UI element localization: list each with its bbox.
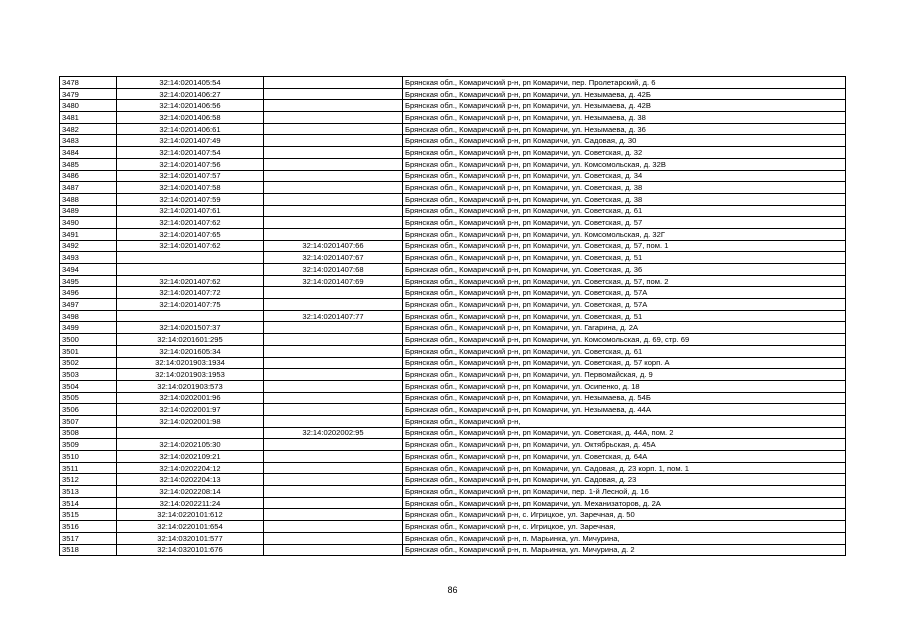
cadastral-number-cell: 32:14:0201407:54 — [117, 147, 264, 159]
table-row — [60, 77, 846, 89]
related-cadastral-number-cell — [264, 100, 403, 112]
cadastral-number-cell: 32:14:0201903:573 — [117, 380, 264, 392]
table-row — [60, 193, 846, 205]
cadastral-number-cell: 32:14:0201407:62 — [117, 275, 264, 287]
related-cadastral-number-cell — [264, 486, 403, 498]
related-cadastral-number-cell — [264, 135, 403, 147]
cadastral-number-cell: 32:14:0201405:54 — [117, 77, 264, 89]
related-cadastral-number-cell — [264, 392, 403, 404]
address-cell: Брянская обл., Комаричский р-н, рп Комаричи, ул. Садовая, д. 23 корп. 1, пом. 1 — [403, 462, 846, 474]
address-cell: Брянская обл., Комаричский р-н, рп Комаричи, ул. Механизаторов, д. 2А — [403, 497, 846, 509]
related-cadastral-number-cell — [264, 357, 403, 369]
related-cadastral-number-cell — [264, 205, 403, 217]
table-row — [60, 415, 846, 427]
record-number-cell: 3504 — [60, 380, 117, 392]
cadastral-number-cell: 32:14:0201903:1934 — [117, 357, 264, 369]
table-row — [60, 182, 846, 194]
table-row — [60, 451, 846, 463]
address-cell: Брянская обл., Комаричский р-н, рп Комаричи, ул. Садовая, д. 23 — [403, 474, 846, 486]
address-cell: Брянская обл., Комаричский р-н, с. Игрицкое, ул. Заречная, д. 50 — [403, 509, 846, 521]
address-cell: Брянская обл., Комаричский р-н, рп Комаричи, ул. Незымаева, д. 54Б — [403, 392, 846, 404]
record-number-cell: 3498 — [60, 310, 117, 322]
cadastral-number-cell: 32:14:0220101:654 — [117, 521, 264, 533]
related-cadastral-number-cell — [264, 380, 403, 392]
related-cadastral-number-cell — [264, 474, 403, 486]
related-cadastral-number-cell — [264, 158, 403, 170]
related-cadastral-number-cell: 32:14:0201407:66 — [264, 240, 403, 252]
record-number-cell: 3491 — [60, 228, 117, 240]
table-row — [60, 228, 846, 240]
record-number-cell: 3514 — [60, 497, 117, 509]
address-cell: Брянская обл., Комаричский р-н, рп Комаричи, ул. Осипенко, д. 18 — [403, 380, 846, 392]
table-row — [60, 532, 846, 544]
page-number: 86 — [447, 585, 458, 595]
address-cell: Брянская обл., Комаричский р-н, рп Комаричи, ул. Советская, д. 61 — [403, 205, 846, 217]
related-cadastral-number-cell: 32:14:0201407:69 — [264, 275, 403, 287]
cadastral-number-cell: 32:14:0202204:12 — [117, 462, 264, 474]
related-cadastral-number-cell — [264, 521, 403, 533]
cadastral-number-cell: 32:14:0202001:98 — [117, 415, 264, 427]
related-cadastral-number-cell — [264, 123, 403, 135]
cadastral-number-cell — [117, 264, 264, 276]
record-number-cell: 3517 — [60, 532, 117, 544]
record-number-cell: 3490 — [60, 217, 117, 229]
related-cadastral-number-cell: 32:14:0201407:68 — [264, 264, 403, 276]
table-row — [60, 380, 846, 392]
related-cadastral-number-cell — [264, 88, 403, 100]
table-row — [60, 88, 846, 100]
table-row — [60, 334, 846, 346]
related-cadastral-number-cell — [264, 147, 403, 159]
record-number-cell: 3507 — [60, 415, 117, 427]
cadastral-number-cell: 32:14:0201407:75 — [117, 299, 264, 311]
related-cadastral-number-cell — [264, 532, 403, 544]
address-cell: Брянская обл., Комаричский р-н, рп Комаричи, ул. Незымаева, д. 42В — [403, 100, 846, 112]
cadastral-number-cell: 32:14:0201407:62 — [117, 217, 264, 229]
related-cadastral-number-cell — [264, 193, 403, 205]
record-number-cell: 3488 — [60, 193, 117, 205]
record-number-cell: 3500 — [60, 334, 117, 346]
record-number-cell: 3487 — [60, 182, 117, 194]
address-cell: Брянская обл., Комаричский р-н, рп Комаричи, ул. Советская, д. 34 — [403, 170, 846, 182]
table-row — [60, 170, 846, 182]
cadastral-number-cell — [117, 310, 264, 322]
address-cell: Брянская обл., Комаричский р-н, рп Комаричи, ул. Октябрьская, д. 45А — [403, 439, 846, 451]
related-cadastral-number-cell — [264, 334, 403, 346]
cadastral-number-cell: 32:14:0201605:34 — [117, 345, 264, 357]
table-row — [60, 439, 846, 451]
cadastral-number-cell: 32:14:0320101:577 — [117, 532, 264, 544]
record-number-cell: 3494 — [60, 264, 117, 276]
table-row — [60, 135, 846, 147]
cadastral-number-cell: 32:14:0201407:61 — [117, 205, 264, 217]
related-cadastral-number-cell — [264, 217, 403, 229]
address-cell: Брянская обл., Комаричский р-н, рп Комаричи, ул. Советская, д. 57, пом. 1 — [403, 240, 846, 252]
address-cell: Брянская обл., Комаричский р-н, рп Комаричи, ул. Советская, д. 57 корп. А — [403, 357, 846, 369]
related-cadastral-number-cell — [264, 345, 403, 357]
related-cadastral-number-cell — [264, 170, 403, 182]
address-cell: Брянская обл., Комаричский р-н, рп Комаричи, ул. Незымаева, д. 36 — [403, 123, 846, 135]
record-number-cell: 3479 — [60, 88, 117, 100]
record-number-cell: 3515 — [60, 509, 117, 521]
address-cell: Брянская обл., Комаричский р-н, рп Комаричи, ул. Незымаева, д. 42Б — [403, 88, 846, 100]
related-cadastral-number-cell — [264, 451, 403, 463]
related-cadastral-number-cell — [264, 509, 403, 521]
record-number-cell: 3508 — [60, 427, 117, 439]
record-number-cell: 3486 — [60, 170, 117, 182]
cadastral-number-cell: 32:14:0202109:21 — [117, 451, 264, 463]
cadastral-number-cell — [117, 252, 264, 264]
table-row — [60, 205, 846, 217]
table-row — [60, 100, 846, 112]
table-row — [60, 427, 846, 439]
table-row — [60, 462, 846, 474]
cadastral-number-cell: 32:14:0201407:49 — [117, 135, 264, 147]
table-row — [60, 217, 846, 229]
related-cadastral-number-cell — [264, 544, 403, 556]
table-row — [60, 123, 846, 135]
related-cadastral-number-cell — [264, 182, 403, 194]
related-cadastral-number-cell: 32:14:0202002:95 — [264, 427, 403, 439]
record-number-cell: 3497 — [60, 299, 117, 311]
table-row — [60, 544, 846, 556]
address-cell: Брянская обл., Комаричский р-н, п. Марьинка, ул. Мичурина, — [403, 532, 846, 544]
related-cadastral-number-cell — [264, 497, 403, 509]
record-number-cell: 3489 — [60, 205, 117, 217]
address-cell: Брянская обл., Комаричский р-н, с. Игрицкое, ул. Заречная, — [403, 521, 846, 533]
address-cell: Брянская обл., Комаричский р-н, рп Комаричи, ул. Советская, д. 38 — [403, 193, 846, 205]
address-cell: Брянская обл., Комаричский р-н, рп Комаричи, ул. Первомайская, д. 9 — [403, 369, 846, 381]
record-number-cell: 3499 — [60, 322, 117, 334]
related-cadastral-number-cell — [264, 404, 403, 416]
record-number-cell: 3495 — [60, 275, 117, 287]
cadastral-number-cell: 32:14:0201406:61 — [117, 123, 264, 135]
table-row — [60, 147, 846, 159]
cadastral-number-cell: 32:14:0201407:62 — [117, 240, 264, 252]
cadastral-number-cell: 32:14:0201407:57 — [117, 170, 264, 182]
address-cell: Брянская обл., Комаричский р-н, рп Комаричи, ул. Гагарина, д. 2А — [403, 322, 846, 334]
related-cadastral-number-cell — [264, 228, 403, 240]
table-row — [60, 240, 846, 252]
address-cell: Брянская обл., Комаричский р-н, рп Комаричи, ул. Советская, д. 51 — [403, 252, 846, 264]
related-cadastral-number-cell — [264, 77, 403, 89]
address-cell: Брянская обл., Комаричский р-н, рп Комаричи, ул. Садовая, д. 30 — [403, 135, 846, 147]
cadastral-number-cell: 32:14:0201406:27 — [117, 88, 264, 100]
address-cell: Брянская обл., Комаричский р-н, рп Комаричи, пер. Пролетарский, д. 6 — [403, 77, 846, 89]
table-row — [60, 369, 846, 381]
address-cell: Брянская обл., Комаричский р-н, рп Комаричи, ул. Советская, д. 61 — [403, 345, 846, 357]
table-row — [60, 392, 846, 404]
table-row — [60, 299, 846, 311]
table-row — [60, 264, 846, 276]
related-cadastral-number-cell — [264, 322, 403, 334]
table-row — [60, 521, 846, 533]
record-number-cell: 3512 — [60, 474, 117, 486]
address-cell: Брянская обл., Комаричский р-н, — [403, 415, 846, 427]
cadastral-number-cell: 32:14:0202211:24 — [117, 497, 264, 509]
record-number-cell: 3492 — [60, 240, 117, 252]
address-cell: Брянская обл., Комаричский р-н, рп Комаричи, пер. 1-й Лесной, д. 16 — [403, 486, 846, 498]
table-row — [60, 275, 846, 287]
cadastral-number-cell: 32:14:0201407:72 — [117, 287, 264, 299]
record-number-cell: 3483 — [60, 135, 117, 147]
record-number-cell: 3501 — [60, 345, 117, 357]
related-cadastral-number-cell: 32:14:0201407:67 — [264, 252, 403, 264]
related-cadastral-number-cell — [264, 415, 403, 427]
cadastral-number-cell: 32:14:0202001:97 — [117, 404, 264, 416]
table-row — [60, 112, 846, 124]
related-cadastral-number-cell — [264, 287, 403, 299]
table-row — [60, 509, 846, 521]
related-cadastral-number-cell — [264, 369, 403, 381]
cadastral-number-cell: 32:14:0201507:37 — [117, 322, 264, 334]
record-number-cell: 3496 — [60, 287, 117, 299]
cadastral-number-cell: 32:14:0201406:56 — [117, 100, 264, 112]
address-cell: Брянская обл., Комаричский р-н, рп Комаричи, ул. Комсомольская, д. 69, стр. 69 — [403, 334, 846, 346]
record-number-cell: 3509 — [60, 439, 117, 451]
record-number-cell: 3481 — [60, 112, 117, 124]
register-table — [59, 76, 846, 556]
address-cell: Брянская обл., Комаричский р-н, рп Комаричи, ул. Советская, д. 44А, пом. 2 — [403, 427, 846, 439]
address-cell: Брянская обл., Комаричский р-н, рп Комаричи, ул. Советская, д. 36 — [403, 264, 846, 276]
table-row — [60, 158, 846, 170]
cadastral-number-cell — [117, 427, 264, 439]
record-number-cell: 3518 — [60, 544, 117, 556]
record-number-cell: 3484 — [60, 147, 117, 159]
table-row — [60, 404, 846, 416]
record-number-cell: 3478 — [60, 77, 117, 89]
table-row — [60, 497, 846, 509]
address-cell: Брянская обл., Комаричский р-н, рп Комаричи, ул. Советская, д. 51 — [403, 310, 846, 322]
record-number-cell: 3506 — [60, 404, 117, 416]
cadastral-number-cell: 32:14:0202105:30 — [117, 439, 264, 451]
cadastral-number-cell: 32:14:0201406:58 — [117, 112, 264, 124]
record-number-cell: 3485 — [60, 158, 117, 170]
table-row — [60, 474, 846, 486]
address-cell: Брянская обл., Комаричский р-н, рп Комаричи, ул. Советская, д. 38 — [403, 182, 846, 194]
cadastral-number-cell: 32:14:0201407:65 — [117, 228, 264, 240]
record-number-cell: 3511 — [60, 462, 117, 474]
record-number-cell: 3502 — [60, 357, 117, 369]
related-cadastral-number-cell — [264, 299, 403, 311]
address-cell: Брянская обл., Комаричский р-н, рп Комаричи, ул. Советская, д. 57, пом. 2 — [403, 275, 846, 287]
related-cadastral-number-cell — [264, 112, 403, 124]
address-cell: Брянская обл., Комаричский р-н, рп Комаричи, ул. Незымаева, д. 38 — [403, 112, 846, 124]
table-row — [60, 252, 846, 264]
cadastral-number-cell: 32:14:0201407:58 — [117, 182, 264, 194]
related-cadastral-number-cell — [264, 462, 403, 474]
table-row — [60, 357, 846, 369]
cadastral-number-cell: 32:14:0220101:612 — [117, 509, 264, 521]
related-cadastral-number-cell — [264, 439, 403, 451]
record-number-cell: 3505 — [60, 392, 117, 404]
address-cell: Брянская обл., Комаричский р-н, рп Комаричи, ул. Комсомольская, д. 32Г — [403, 228, 846, 240]
cadastral-number-cell: 32:14:0201407:59 — [117, 193, 264, 205]
record-number-cell: 3516 — [60, 521, 117, 533]
record-number-cell: 3513 — [60, 486, 117, 498]
cadastral-number-cell: 32:14:0201903:1953 — [117, 369, 264, 381]
cadastral-number-cell: 32:14:0201601:295 — [117, 334, 264, 346]
address-cell: Брянская обл., Комаричский р-н, рп Комаричи, ул. Советская, д. 57 — [403, 217, 846, 229]
record-number-cell: 3482 — [60, 123, 117, 135]
table-row — [60, 322, 846, 334]
cadastral-number-cell: 32:14:0202208:14 — [117, 486, 264, 498]
address-cell: Брянская обл., Комаричский р-н, рп Комаричи, ул. Комсомольская, д. 32В — [403, 158, 846, 170]
address-cell: Брянская обл., Комаричский р-н, рп Комаричи, ул. Незымаева, д. 44А — [403, 404, 846, 416]
address-cell: Брянская обл., Комаричский р-н, п. Марьинка, ул. Мичурина, д. 2 — [403, 544, 846, 556]
cadastral-number-cell: 32:14:0202001:96 — [117, 392, 264, 404]
record-number-cell: 3503 — [60, 369, 117, 381]
register-table-body — [60, 77, 846, 556]
record-number-cell: 3510 — [60, 451, 117, 463]
cadastral-number-cell: 32:14:0320101:676 — [117, 544, 264, 556]
related-cadastral-number-cell: 32:14:0201407:77 — [264, 310, 403, 322]
record-number-cell: 3493 — [60, 252, 117, 264]
address-cell: Брянская обл., Комаричский р-н, рп Комаричи, ул. Советская, д. 64А — [403, 451, 846, 463]
table-row — [60, 287, 846, 299]
table-row — [60, 486, 846, 498]
table-row — [60, 345, 846, 357]
record-number-cell: 3480 — [60, 100, 117, 112]
address-cell: Брянская обл., Комаричский р-н, рп Комаричи, ул. Советская, д. 57А — [403, 299, 846, 311]
table-row — [60, 310, 846, 322]
cadastral-number-cell: 32:14:0201407:56 — [117, 158, 264, 170]
cadastral-number-cell: 32:14:0202204:13 — [117, 474, 264, 486]
address-cell: Брянская обл., Комаричский р-н, рп Комаричи, ул. Советская, д. 57А — [403, 287, 846, 299]
address-cell: Брянская обл., Комаричский р-н, рп Комаричи, ул. Советская, д. 32 — [403, 147, 846, 159]
